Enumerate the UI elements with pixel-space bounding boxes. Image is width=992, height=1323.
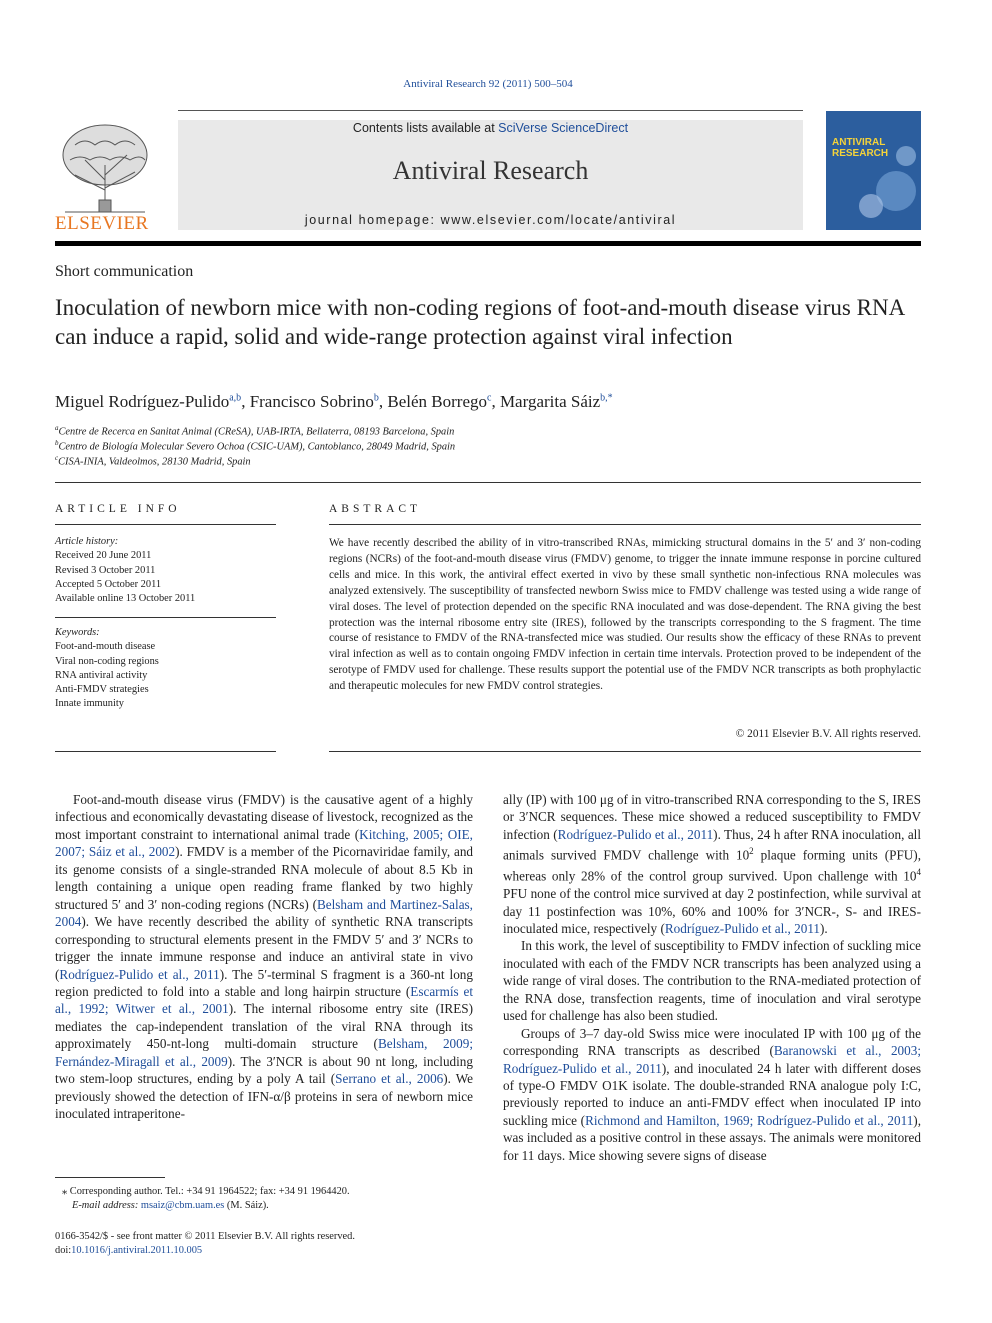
history-item: Accepted 5 October 2011: [55, 578, 162, 590]
cover-title: ANTIVIRAL RESEARCH: [832, 137, 889, 159]
citation-link[interactable]: Kitching, 2005; OIE, 2007; Sáiz et al., 2002: [55, 826, 473, 860]
body-paragraph: Groups of 3–7 day-old Swiss mice were inoculated IP with 100 μg of the corresponding RNA transcripts as described (Baranowski et al., 2003; Rodríguez-Pulido et al., 2011), and inoculated 24 h later with different doses of type-O FMDV O1K isolate. The double-stranded RNA analogue poly I:C, previously reported to induce an anti-FMDV effect when inoculated IP into suckling mice (Richmond and Hamilton, 1969; Rodríguez-Pulido et al., 2011), was included as a positive control in these assays. The animals were monitored for 11 days. Mice showing severe signs of disease: [503, 1025, 921, 1163]
affiliation-text: Centre de Recerca en Sanitat Animal (CReSA), UAB-IRTA, Bellaterra, 08193 Barcelona, Spain: [58, 426, 455, 438]
issn-line: 0166-3542/$ - see front matter © 2011 Elsevier B.V. All rights reserved.: [55, 1231, 355, 1242]
body-paragraph: ally (IP) with 100 μg of in vitro-transcribed RNA corresponding to the S, IRES or 3′NCR sequences. These mice showed a reduced susceptibility to FMDV infection (Rodríguez-Pulido et al., 2011). Thus, 24 h after RNA inoculation, all animals survived FMDV challenge with $10^2$ plaque forming units (PFU), whereas only 28% of the control group survived. Upon challenge with $10^4$ PFU none of the control mice survived at day 2 postinfection, while survival at day 11 postinfection was 10%, 60% and 100% for 3′NCR-, S- and IRES-inoculated mice, respectively (Rodríguez-Pulido et al., 2011).: [503, 792, 921, 936]
history-item: Revised 3 October 2011: [55, 564, 156, 576]
sciencedirect-link[interactable]: SciVerse ScienceDirect: [498, 121, 629, 135]
journal-banner: [178, 120, 803, 230]
elsevier-tree-icon: [55, 120, 155, 218]
email-suffix: (M. Sáiz).: [224, 1200, 269, 1211]
author-affil-sup[interactable]: c: [486, 392, 492, 404]
keywords: [55, 626, 159, 712]
author-affil-sup[interactable]: a,b: [229, 392, 242, 404]
doi-label: doi:: [55, 1245, 72, 1256]
keyword: Viral non-coding regions: [55, 655, 159, 667]
affiliation-sup: b: [55, 439, 59, 447]
journal-citation[interactable]: Antiviral Research 92 (2011) 500–504: [403, 78, 573, 90]
author-name[interactable]: Belén Borrego: [387, 392, 487, 411]
homepage-prefix: journal homepage:: [304, 213, 441, 227]
superscript: 4: [916, 867, 921, 878]
header-thick-rule: [55, 241, 921, 246]
elsevier-logo: [55, 120, 155, 232]
citation-link[interactable]: Belsham, 2009; Fernández-Miragall et al., 2009: [55, 1036, 473, 1069]
citation-link[interactable]: Serrano et al., 2006: [335, 1071, 444, 1087]
citation-link[interactable]: Baranowski et al., 2003; Rodríguez-Pulido et al., 2011: [503, 1043, 921, 1076]
email-link[interactable]: msaiz@cbm.uam.es: [140, 1200, 225, 1211]
footnote-rule: [55, 1177, 165, 1178]
history-label: Article history:: [55, 536, 119, 547]
affiliation-sup: a: [55, 424, 59, 432]
abstract-heading: ABSTRACT: [329, 503, 422, 515]
body-paragraph: Foot-and-mouth disease virus (FMDV) is the causative agent of a highly infectious and economically devastating disease of livestock, recognized as the most important constraint to international animal trade (Kitching, 2005; OIE, 2007; Sáiz et al., 2002). FMDV is a member of the Picornaviridae family, and its genome consists of a single-stranded RNA molecule of about 8.5 Kb in length containing a unique open reading frame flanked by two highly structured 5′ and 3′ non-coding regions (NCRs) (Belsham and Martinez-Salas, 2004). We have recently described the ability of synthetic RNA transcripts corresponding to structural elements present in the FMDV 5′ and 3′ NCRs to trigger the innate immune response and induce an antiviral state in vivo (Rodríguez-Pulido et al., 2011). The 5′-terminal S fragment is a 360-nt long region predicted to fold into a stable and long hairpin structure (Escarmís et al., 1992; Witwer et al., 2001). The internal ribosome entry site (IRES) mediates the cap-independent translation of the viral RNA through its approximately 450-nt-long multi-domain structure (Belsham, 2009; Fernández-Miragall et al., 2009). The 3′NCR is about 90 nt long, including two stem-loop structures, ending by a poly A tail (Serrano et al., 2006). We previously showed the detection of IFN-α/β proteins in sera of newborn mice inoculated intraperitone-: [55, 792, 474, 1122]
abstract-rule: [329, 524, 921, 525]
author-name[interactable]: Miguel Rodríguez-Pulido: [55, 392, 230, 411]
article-history: [55, 535, 195, 606]
corresponding-author: ⁎ Corresponding author. Tel.: +34 91 1964522; fax: +34 91 1964420.: [62, 1186, 350, 1197]
keyword: Foot-and-mouth disease: [55, 641, 156, 653]
body-column-right: [503, 791, 921, 1164]
citation-link[interactable]: Richmond and Hamilton, 1969; Rodríguez-Pulido et al., 2011: [585, 1112, 914, 1128]
doi-link[interactable]: 10.1016/j.antiviral.2011.10.005: [71, 1245, 203, 1256]
affiliation: [55, 424, 454, 437]
homepage-link[interactable]: www.elsevier.com/locate/antiviral: [440, 213, 677, 227]
history-item: Available online 13 October 2011: [55, 593, 196, 605]
author-list: Miguel Rodríguez-Pulido$^{a,b}$, Francisco Sobrino$^b$, Belén Borrego$^c$, Margarita Sáiz$^{b,*}$: [55, 392, 613, 411]
article-title: Inoculation of newborn mice with non-coding regions of foot-and-mouth disease virus RNA can induce a rapid, solid and wide-range protection against viral infection: [55, 295, 904, 349]
article-type: Short communication: [55, 263, 194, 280]
keyword: RNA antiviral activity: [55, 669, 148, 681]
affiliation: [55, 454, 251, 467]
author-affil-sup[interactable]: b: [373, 392, 379, 404]
doi-line: [55, 1244, 355, 1258]
author-name[interactable]: Francisco Sobrino: [249, 392, 374, 411]
keyword: Anti-FMDV strategies: [55, 684, 149, 696]
keywords-label: Keywords:: [55, 627, 100, 638]
section-rule: [55, 482, 921, 483]
keyword: Innate immunity: [55, 698, 124, 710]
article-info-heading: ARTICLE INFO: [55, 503, 181, 515]
body-column-left: [55, 791, 473, 1123]
author-affil-sup[interactable]: b,*: [600, 392, 613, 404]
author-name[interactable]: Margarita Sáiz: [499, 392, 601, 411]
abstract-bottom-rule: [329, 751, 921, 752]
email-label: E-mail address:: [72, 1200, 141, 1211]
history-item: Received 20 June 2011: [55, 550, 152, 562]
citation-link[interactable]: Escarmís et al., 1992; Witwer et al., 2001: [55, 983, 474, 1017]
article-info-rule: [55, 524, 276, 525]
email-line: [62, 1199, 350, 1213]
contents-prefix: Contents lists available at: [352, 121, 499, 135]
affiliation-text: Centro de Biología Molecular Severo Ochoa (CSIC-UAM), Cantoblanco, 28049 Madrid, Spain: [58, 441, 456, 453]
header-rule: [178, 110, 803, 111]
affiliation-text: CISA-INIA, Valdeolmos, 28130 Madrid, Spain: [58, 456, 251, 468]
body-paragraph: In this work, the level of susceptibility to FMDV infection of suckling mice inoculated with each of the FMDV NCR transcripts has been analyzed using a wide range of viral doses. The contribution to the RNA-mediated protection of the RNA dose, transfection reagents, time of inoculation and viral serotype used for challenge has also been studied.: [503, 938, 921, 1024]
journal-title: Antiviral Research: [392, 156, 589, 185]
journal-homepage: [178, 213, 803, 227]
journal-cover: [826, 111, 921, 230]
affiliation: [55, 439, 455, 452]
front-matter: [55, 1230, 355, 1258]
cover-art-icon: [826, 111, 921, 230]
publisher-name: ELSEVIER: [55, 213, 149, 234]
abstract-text: We have recently described the ability of in vitro-transcribed RNAs, mimicking structural domains in the 5′ and 3′ non-coding regions (NCRs) of the foot-and-mouth disease virus (FMDV) genome, to trigger the innate immune response in porcine cultured cells and mice. In this work, the antiviral effect exerted in vivo by these small synthetic non-infectious RNA molecules was analyzed extensively. The susceptibility of transfected newborn Swiss mice to FMDV challenge was tested using a wide range of viral doses. The level of protection depended on the specific RNA inoculated and was dose-dependent. The RNA giving the best protection was the internal ribosome entry site (IRES), followed by the transcripts corresponding to the S fragment. The time course of resistance to FMDV of the RNA-transfected mice was studied. Our results show the efficacy of these RNAs to prevent viral infection as well as to contain ongoing FMDV infection in certain time intervals. Protection proved to be independent of the serotype of FMDV used for challenge. These results support the potential use of the FMDV NCR transcripts as both prophylactic and therapeutic molecules for new FMDV control strategies.: [329, 537, 921, 693]
citation-link[interactable]: Rodríguez-Pulido et al., 2011: [557, 826, 714, 842]
abstract-copyright: © 2011 Elsevier B.V. All rights reserved.: [735, 728, 921, 740]
footnote: [62, 1185, 350, 1213]
article-info-bottom-rule: [55, 751, 276, 752]
superscript: 2: [749, 846, 754, 857]
citation-link[interactable]: Belsham and Martinez-Salas, 2004: [55, 896, 473, 930]
citation-link[interactable]: Rodríguez-Pulido et al., 2011: [59, 966, 220, 982]
contents-line: [178, 121, 803, 135]
citation-link[interactable]: Rodríguez-Pulido et al., 2011: [664, 920, 821, 936]
keywords-rule: [55, 617, 276, 618]
affiliation-sup: c: [55, 454, 59, 462]
